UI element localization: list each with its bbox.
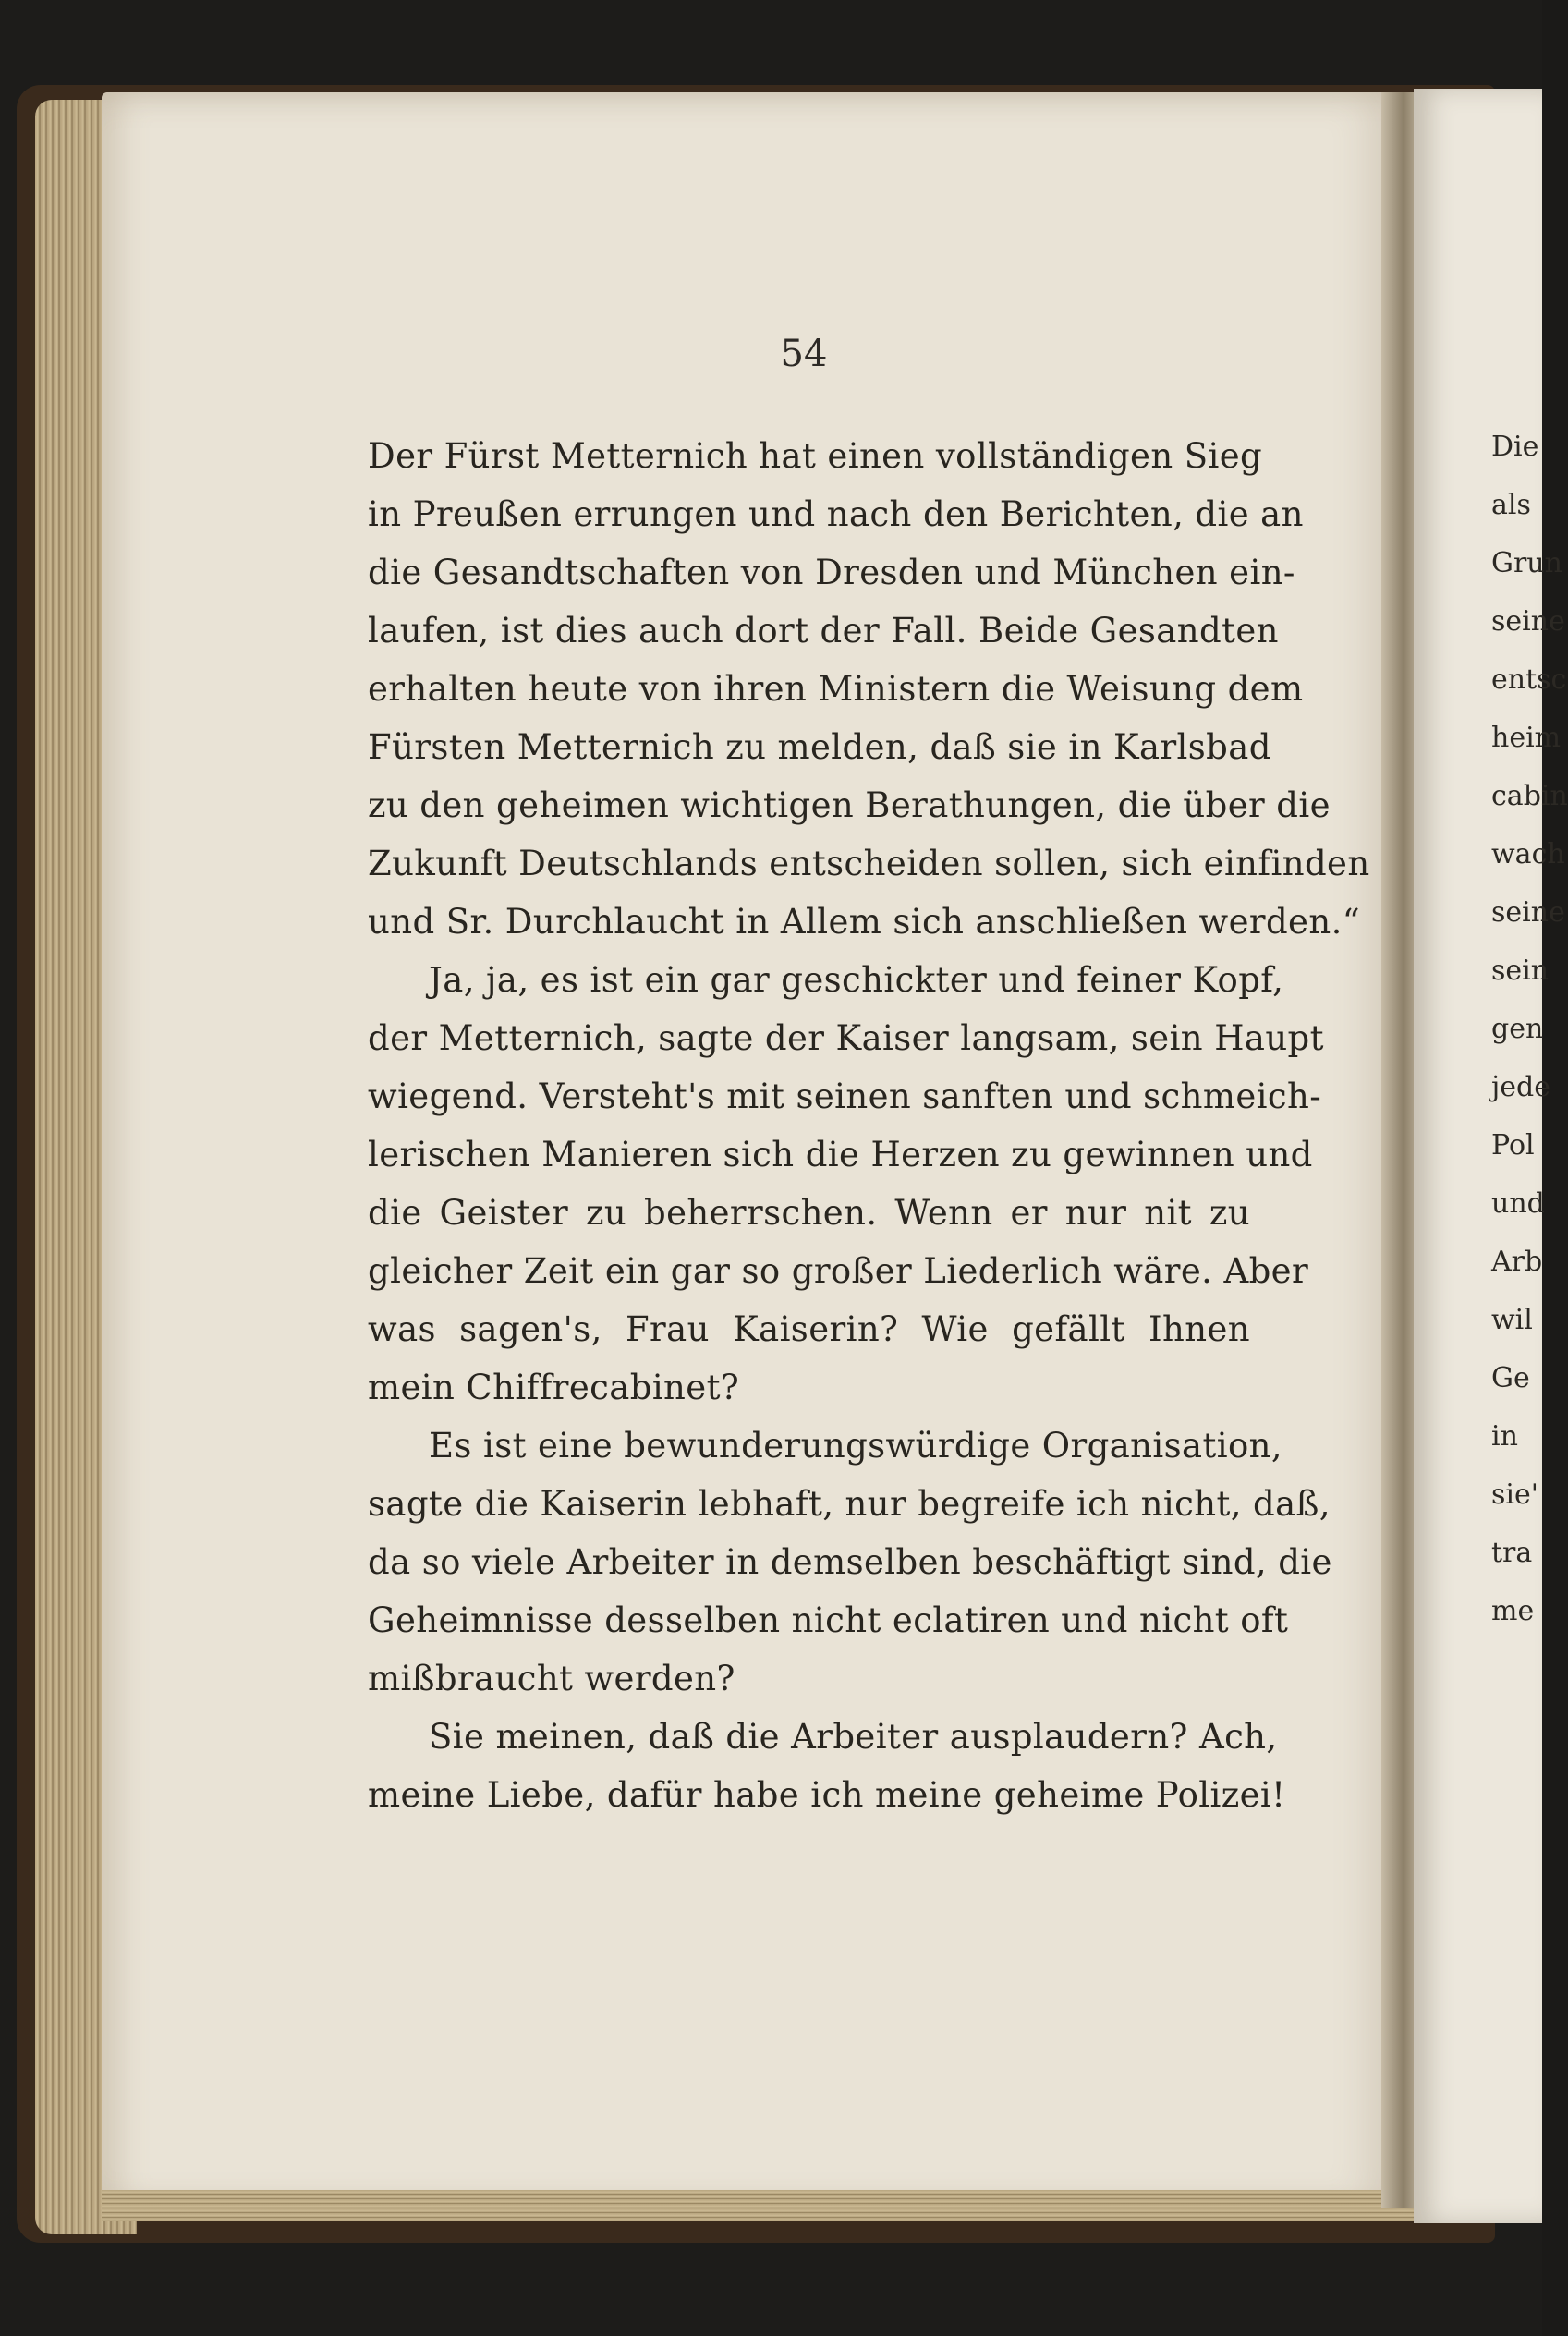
facing-page-fragment: jede xyxy=(1491,1071,1551,1103)
facing-page-fragment: sie' xyxy=(1491,1478,1538,1511)
facing-page-fragment: wach xyxy=(1491,838,1565,870)
facing-page-fragment: entsc xyxy=(1491,663,1567,696)
facing-page-fragment: gen xyxy=(1491,1013,1544,1045)
page-number: 54 xyxy=(780,333,828,375)
facing-page-fragment: tra xyxy=(1491,1537,1533,1569)
text-line: Zukunft Deutschlands entscheiden sollen, sich einfinden xyxy=(368,844,1370,883)
text-line: in Preußen errungen und nach den Berichten, die an xyxy=(368,494,1304,534)
text-line: da so viele Arbeiter in demselben beschäftigt sind, die xyxy=(368,1542,1332,1582)
text-line: gleicher Zeit ein gar so großer Liederlich wäre. Aber xyxy=(368,1251,1309,1291)
text-line: laufen, ist dies auch dort der Fall. Beide Gesandten xyxy=(368,611,1279,651)
text-line: der Metternich, sagte der Kaiser langsam, sein Haupt xyxy=(368,1018,1324,1058)
text-line: Geheimnisse desselben nicht eclatiren und nicht oft xyxy=(368,1600,1289,1640)
facing-page-fragment: und xyxy=(1491,1187,1545,1220)
facing-page-fragment: Arb xyxy=(1491,1246,1543,1278)
facing-page-fragment: seine xyxy=(1491,896,1565,929)
text-line: Der Fürst Metternich hat einen vollständigen Sieg xyxy=(368,436,1263,476)
facing-page-fragment: sein xyxy=(1491,955,1550,987)
facing-page-fragment: cabin xyxy=(1491,780,1568,812)
text-line: wiegend. Versteht's mit seinen sanften und schmeich- xyxy=(368,1077,1322,1116)
text-line: Es ist eine bewunderungswürdige Organisation, xyxy=(429,1426,1283,1466)
facing-page-fragment: Grun xyxy=(1491,547,1562,579)
page-text xyxy=(368,427,1370,1824)
facing-page-fragment: seine xyxy=(1491,605,1565,638)
text-line: die Gesandtschaften von Dresden und München ein- xyxy=(368,553,1295,592)
text-line: meine Liebe, dafür habe ich meine geheime Polizei! xyxy=(368,1775,1286,1815)
facing-page-fragment: als xyxy=(1491,489,1531,521)
text-line: mißbraucht werden? xyxy=(368,1659,735,1698)
facing-page-fragment: Pol xyxy=(1491,1129,1535,1162)
text-line: die Geister zu beherrschen. Wenn er nur nit zu xyxy=(368,1193,1250,1233)
facing-page-text xyxy=(1491,418,1568,1640)
text-line: sagte die Kaiserin lebhaft, nur begreife ich nicht, daß, xyxy=(368,1484,1331,1524)
text-line: zu den geheimen wichtigen Berathungen, die über die xyxy=(368,785,1331,825)
text-line: und Sr. Durchlaucht in Allem sich anschließen werden.“ xyxy=(368,902,1361,942)
text-line: Sie meinen, daß die Arbeiter ausplaudern? Ach, xyxy=(429,1717,1278,1757)
text-line: was sagen's, Frau Kaiserin? Wie gefällt Ihnen xyxy=(368,1309,1250,1349)
text-line: erhalten heute von ihren Ministern die Weisung dem xyxy=(368,669,1304,709)
facing-page-fragment: wil xyxy=(1491,1304,1533,1336)
facing-page-fragment: Ge xyxy=(1491,1362,1530,1394)
text-line: Fürsten Metternich zu melden, daß sie in Karlsbad xyxy=(368,727,1271,767)
text-line: mein Chiffrecabinet? xyxy=(368,1368,740,1407)
text-line: Ja, ja, es ist ein gar geschickter und feiner Kopf, xyxy=(429,960,1284,1000)
book-gutter xyxy=(1381,92,1418,2208)
facing-page-fragment: Die xyxy=(1491,431,1539,463)
facing-page-fragment: heim xyxy=(1491,722,1562,754)
facing-page-fragment: me xyxy=(1491,1595,1535,1627)
bottom-page-edges xyxy=(102,2190,1414,2221)
facing-page-fragment: in xyxy=(1491,1420,1518,1453)
text-line: lerischen Manieren sich die Herzen zu gewinnen und xyxy=(368,1135,1313,1174)
